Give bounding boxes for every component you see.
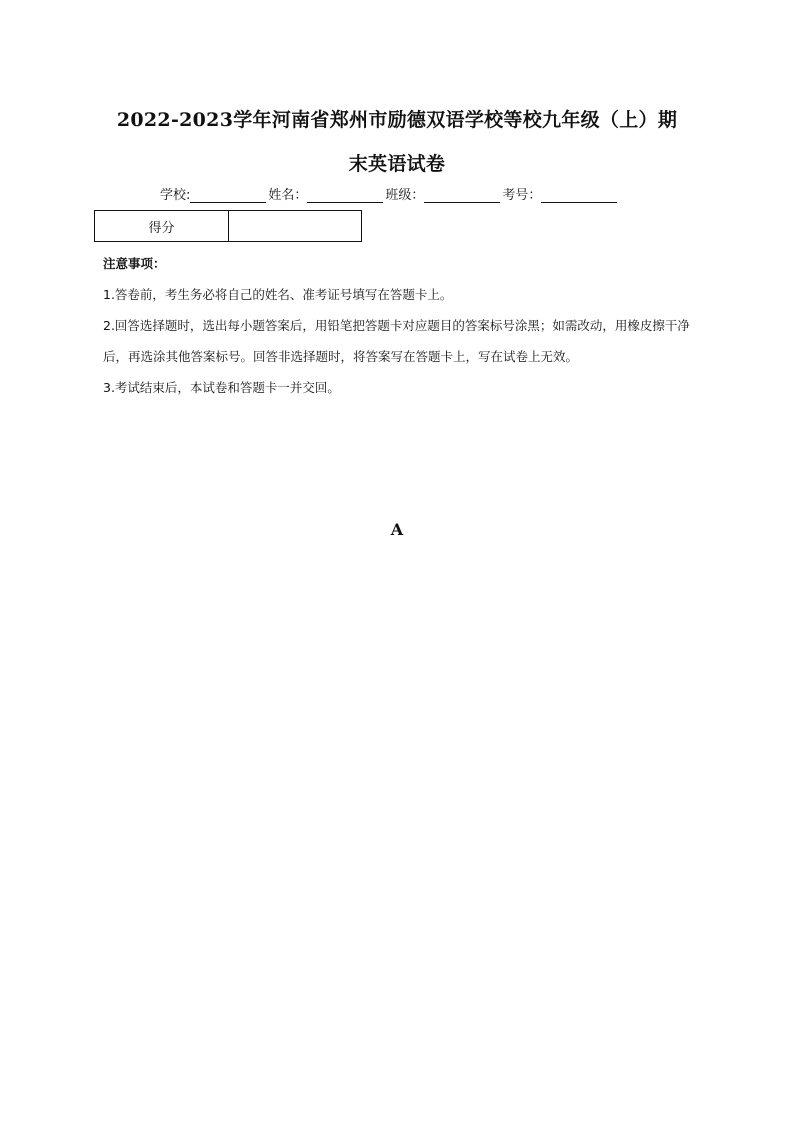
score-label: 得分 (95, 211, 229, 242)
score-table (94, 210, 362, 242)
notes-section (103, 248, 713, 403)
score-row (95, 211, 362, 242)
exam-number-label: 考号： (502, 188, 542, 203)
note-item-2: 2.回答选择题时，选出每小题答案后，用铅笔把答题卡对应题目的答案标号涂黑；如需改动，用橡皮擦干净后，再选涂其他答案标号。回答非选择题时，将答案写在答题卡上，写在试卷上无效。 (103, 318, 690, 364)
notes-heading: 注意事项： (103, 256, 166, 271)
exam-title (60, 98, 734, 186)
note-item-3: 3.考试结束后，本试卷和答题卡一并交回。 (103, 380, 340, 395)
exam-number-blank[interactable] (541, 188, 617, 203)
school-label: 学校: (160, 188, 191, 203)
exam-title-line2: 末英语试卷 (348, 153, 446, 175)
section-label: A (390, 520, 404, 539)
student-info-row (160, 184, 619, 203)
class-blank[interactable] (424, 188, 500, 203)
score-value-cell[interactable] (229, 211, 362, 242)
note-item-1: 1.答卷前，考生务必将自己的姓名、准考证号填写在答题卡上。 (103, 287, 453, 302)
name-blank[interactable] (307, 188, 383, 203)
name-label: 姓名： (268, 188, 308, 203)
class-label: 班级： (385, 188, 425, 203)
exam-title-line1: 2022-2023学年河南省郑州市励德双语学校等校九年级（上）期 (116, 109, 678, 131)
school-blank[interactable] (190, 188, 266, 203)
